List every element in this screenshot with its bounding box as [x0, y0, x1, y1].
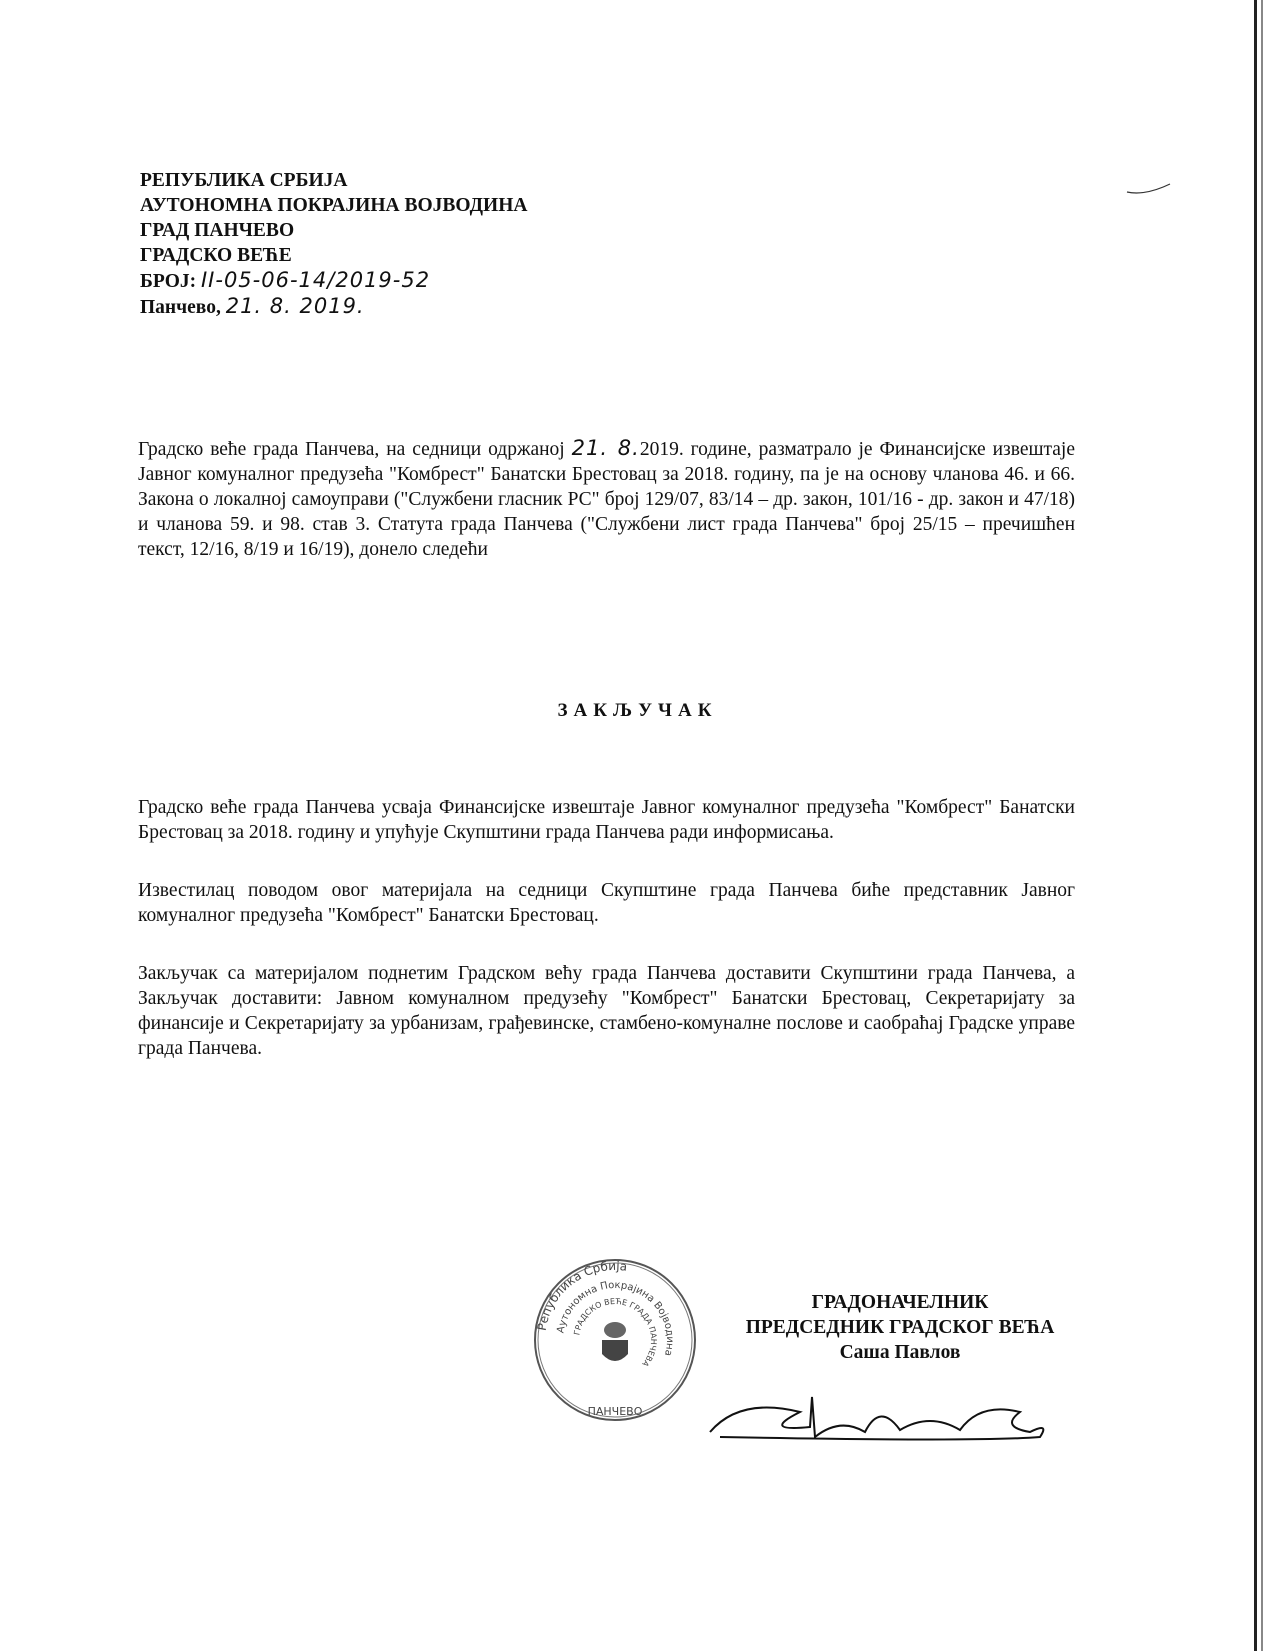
date-handwritten: 21. 8. 2019. [225, 294, 365, 318]
conclusion-paragraph-1: Градско веће града Панчева усваја Финансијске извештаје Јавног комуналног предузећа "Комбрест" Банатски Брестовац за 2018. годину и упућује Скупштини града Панчева ради информисања. [138, 797, 1075, 843]
intro-text-rest: 2019. године, разматрало је Финансијске извештаје Јавног комуналног предузећа "Комбрест" Банатски Брестовац за 2018. годину, па је на основу чланова 46. и 66. Закона о локалној самоуправи ("Службени гласник РС" број 129/07, 83/14 – др. закон, 101/16 - др. закон и 47/18) и чланова 59. и 98. став 3. Статута града Панчева ("Службени лист града Панчева" број 25/15 – пречишћен текст, 12/16, 8/19 и 16/19), донело следећи [138, 439, 1076, 560]
signatory-title-2: ПРЕДСЕДНИК ГРАДСКОГ ВЕЋА [745, 1317, 1055, 1338]
conclusion-paragraph-2: Известилац поводом овог материјала на седници Скупштине града Панчева биће представник Јавног комуналног предузећа "Комбрест" Банатски Брестовац. [138, 880, 1075, 926]
letterhead-line: ГРАД ПАНЧЕВО [140, 220, 295, 241]
place-label: Панчево, [140, 297, 221, 318]
official-stamp [530, 1255, 700, 1430]
letterhead-line: АУТОНОМНА ПОКРАЈИНА ВОЈВОДИНА [140, 195, 528, 216]
number-label: БРОЈ: [140, 271, 197, 292]
stamp-middle-text: Аутономна Покрајина Војводина [555, 1279, 676, 1358]
letterhead-line: РЕПУБЛИКА СРБИЈА [140, 170, 348, 191]
intro-date-handwritten: 21. 8. [571, 436, 640, 460]
coat-of-arms-icon [602, 1322, 628, 1361]
document-number [140, 268, 527, 294]
pen-mark [1125, 180, 1175, 200]
scan-edge [1254, 0, 1257, 1651]
intro-paragraph [138, 436, 1075, 562]
place-date [140, 294, 527, 320]
signatory-name: Саша Павлов [839, 1342, 961, 1363]
stamp-inner-text: ГРАДСКО ВЕЋЕ ГРАДА ПАНЧЕВА [572, 1296, 659, 1369]
handwritten-signature [700, 1392, 1080, 1452]
letterhead [140, 168, 527, 320]
document-title: ЗАКЉУЧАК [557, 700, 718, 721]
number-value-handwritten: II-05-06-14/2019-52 [200, 268, 431, 292]
stamp-bottom-text: ПАНЧЕВО [587, 1405, 643, 1418]
scan-edge-shadow [1261, 0, 1263, 1651]
signatory-title: ГРАДОНАЧЕЛНИК [811, 1292, 989, 1313]
conclusion-body [138, 795, 1075, 1094]
letterhead-line: ГРАДСКО ВЕЋЕ [140, 245, 292, 266]
conclusion-paragraph-3: Закључак са материјалом поднетим Градском већу града Панчева доставити Скупштини града Панчева, а Закључак доставити: Јавном комуналном предузећу "Комбрест" Банатски Брестовац, Секретаријату за финансије и Секретаријату за урбанизам, грађевинске, стамбено-комуналне послове и саобраћај Градске управе града Панчева. [138, 963, 1075, 1059]
signature-block [720, 1290, 1080, 1365]
intro-text: Градско веће града Панчева, на седници одржаној [138, 439, 565, 460]
stamp-outer-text: Република Србија [534, 1258, 628, 1332]
